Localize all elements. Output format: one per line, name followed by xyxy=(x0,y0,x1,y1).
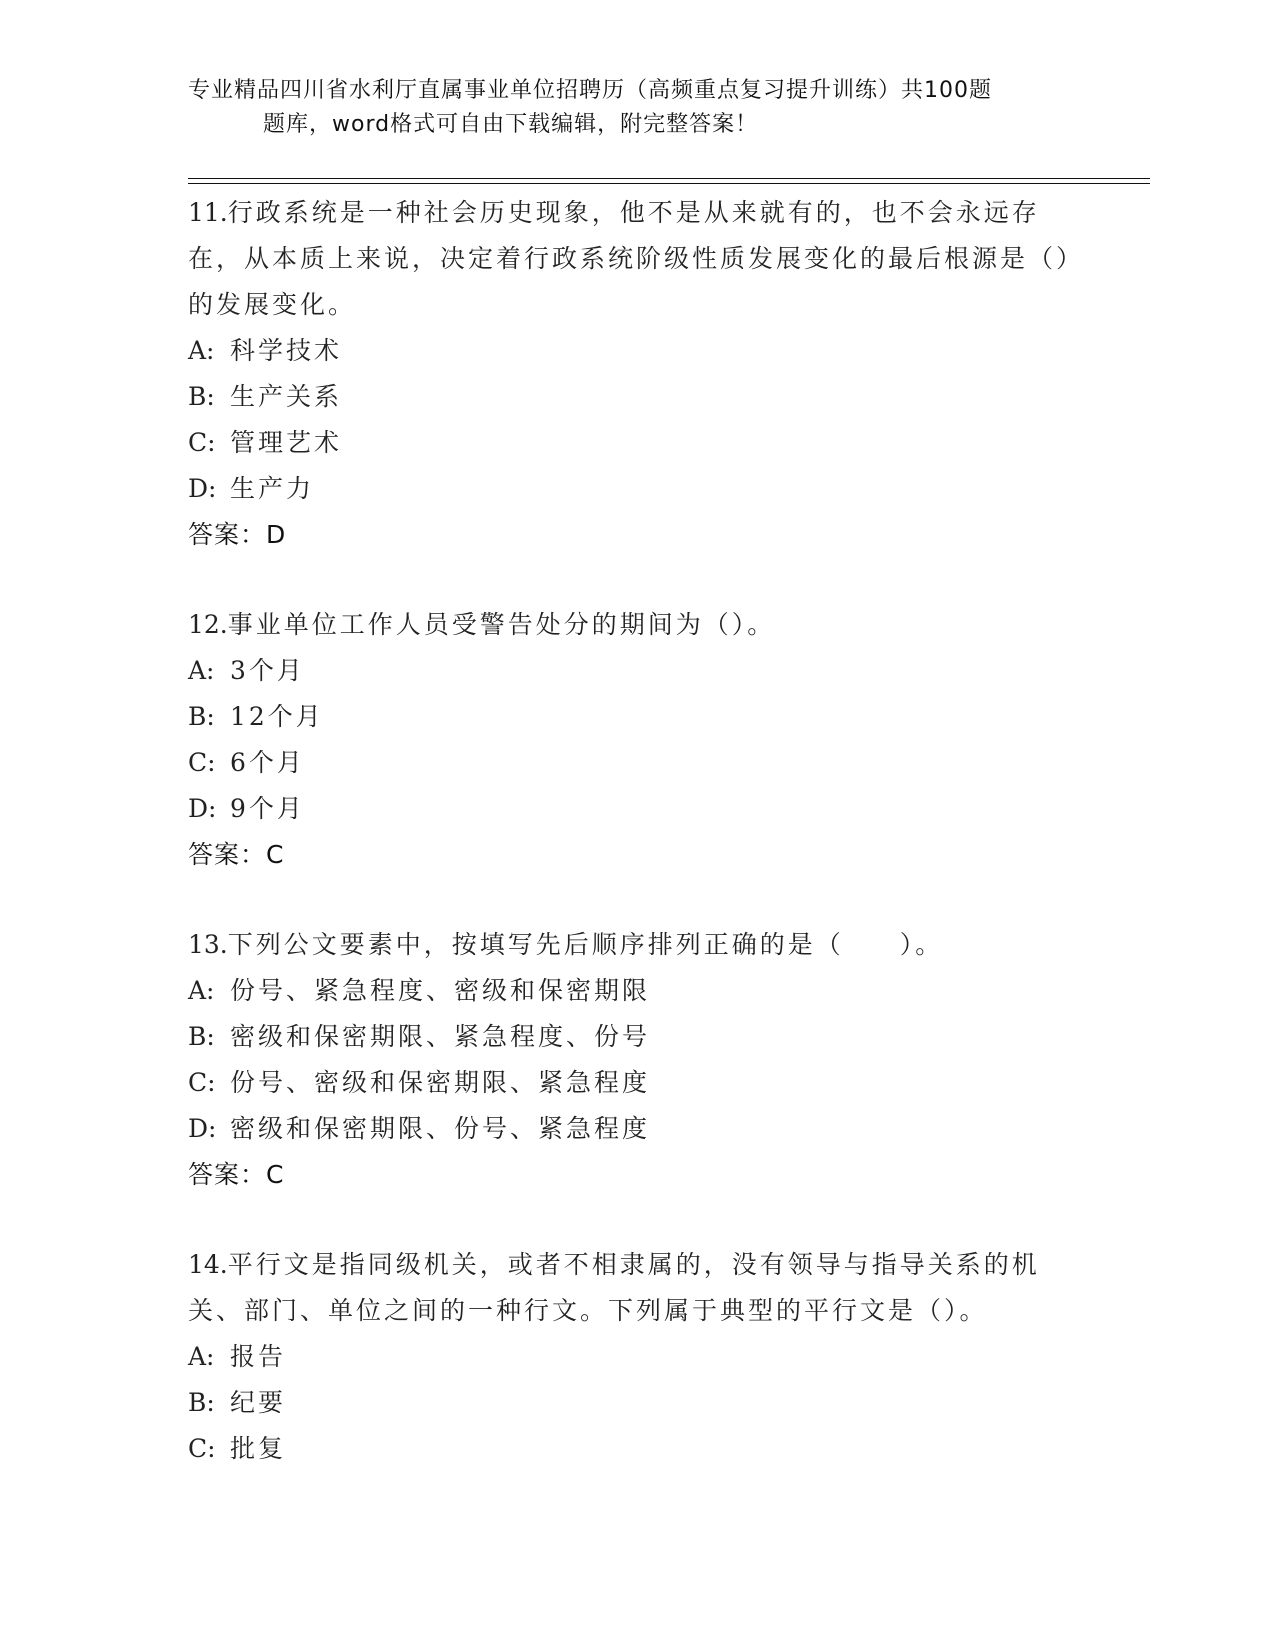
question-number: 13. xyxy=(188,930,228,959)
question-stem: 平行文是指同级机关，或者不相隶属的，没有领导与指导关系的机关、部门、单位之间的一种行文。下列属于典型的平行文是（）。 xyxy=(188,1250,1040,1325)
header-divider-top xyxy=(188,178,1150,179)
document-header xyxy=(188,74,1088,142)
header-title-line1: 专业精品四川省水利厅直属事业单位招聘历（高频重点复习提升训练）共100题 xyxy=(188,78,992,103)
option-a xyxy=(188,968,1088,1014)
option-text: 密级和保密期限、份号、紧急程度 xyxy=(230,1114,651,1143)
option-d xyxy=(188,1106,1088,1152)
option-c xyxy=(188,1426,1088,1472)
option-letter: C: xyxy=(188,428,216,457)
option-d xyxy=(188,786,1088,832)
option-letter: C: xyxy=(188,748,216,777)
option-text: 生产关系 xyxy=(230,382,343,411)
option-d xyxy=(188,466,1088,512)
answer-line: 答案：D xyxy=(188,520,287,549)
option-c xyxy=(188,1060,1088,1106)
question-text xyxy=(188,190,1088,328)
option-text: 科学技术 xyxy=(230,336,343,365)
question-14 xyxy=(188,1242,1088,1472)
option-letter: B: xyxy=(188,1022,215,1051)
option-letter: A: xyxy=(188,976,215,1005)
option-a xyxy=(188,648,1088,694)
option-text: 3个月 xyxy=(230,656,305,685)
question-text xyxy=(188,602,1088,648)
option-a xyxy=(188,328,1088,374)
header-divider-bottom xyxy=(188,183,1150,184)
header-title-line2: 题库，word格式可自由下载编辑，附完整答案！ xyxy=(263,112,759,137)
option-letter: A: xyxy=(188,336,215,365)
answer-line: 答案：C xyxy=(188,1160,285,1189)
option-c xyxy=(188,420,1088,466)
option-text: 9个月 xyxy=(230,794,305,823)
question-text xyxy=(188,1242,1088,1334)
option-letter: B: xyxy=(188,382,215,411)
option-text: 管理艺术 xyxy=(230,428,343,457)
option-letter: D: xyxy=(188,1114,217,1143)
question-stem: 事业单位工作人员受警告处分的期间为（）。 xyxy=(227,610,776,639)
question-number: 12. xyxy=(188,610,228,639)
question-stem: 下列公文要素中，按填写先后顺序排列正确的是（ ）。 xyxy=(227,930,944,959)
question-stem: 行政系统是一种社会历史现象，他不是从来就有的，也不会永远存在，从本质上来说，决定着行政系统阶级性质发展变化的最后根源是（）的发展变化。 xyxy=(188,198,1085,319)
option-letter: C: xyxy=(188,1434,216,1463)
option-text: 6个月 xyxy=(230,748,305,777)
option-text: 份号、紧急程度、密级和保密期限 xyxy=(230,976,651,1005)
answer-line: 答案：C xyxy=(188,840,285,869)
option-text: 生产力 xyxy=(230,474,315,503)
option-letter: C: xyxy=(188,1068,216,1097)
option-b xyxy=(188,374,1088,420)
question-12 xyxy=(188,602,1088,878)
option-text: 份号、密级和保密期限、紧急程度 xyxy=(230,1068,651,1097)
question-text xyxy=(188,922,1088,968)
option-letter: A: xyxy=(188,656,215,685)
question-number: 14. xyxy=(188,1250,228,1279)
option-c xyxy=(188,740,1088,786)
option-letter: D: xyxy=(188,474,217,503)
option-a xyxy=(188,1334,1088,1380)
option-b xyxy=(188,694,1088,740)
option-b xyxy=(188,1014,1088,1060)
option-b xyxy=(188,1380,1088,1426)
option-text: 12个月 xyxy=(230,702,324,731)
option-text: 批复 xyxy=(230,1434,287,1463)
option-letter: A: xyxy=(188,1342,215,1371)
option-letter: B: xyxy=(188,1388,215,1417)
option-text: 密级和保密期限、紧急程度、份号 xyxy=(230,1022,651,1051)
option-letter: D: xyxy=(188,794,217,823)
question-13 xyxy=(188,922,1088,1198)
question-11 xyxy=(188,190,1088,558)
option-text: 纪要 xyxy=(230,1388,287,1417)
question-list xyxy=(188,190,1088,1516)
option-letter: B: xyxy=(188,702,215,731)
question-number: 11. xyxy=(188,198,228,227)
option-text: 报告 xyxy=(230,1342,287,1371)
